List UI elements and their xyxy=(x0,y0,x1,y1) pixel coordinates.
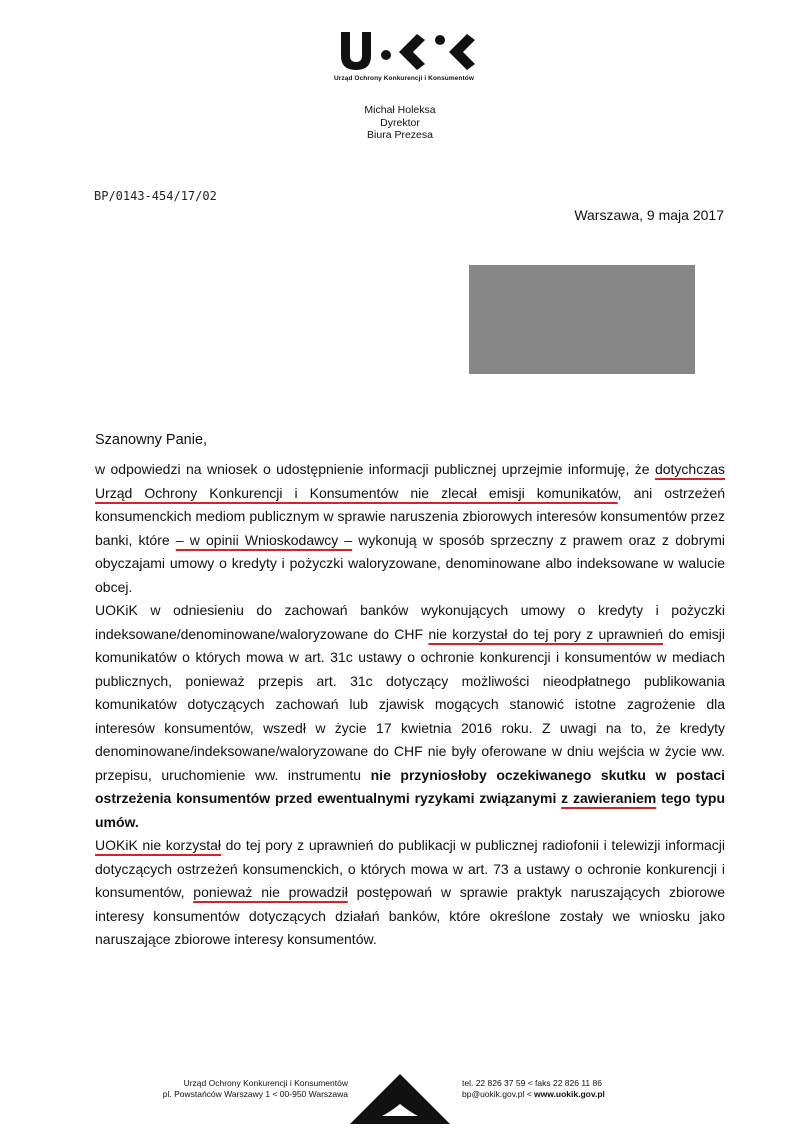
footer-website[interactable]: www.uokik.gov.pl xyxy=(534,1088,605,1099)
uokik-logo-mark xyxy=(329,26,479,74)
text-span: , ani ostrzeżeń konsumenckich mediom publicznym w sprawie naruszenia zbiorowych interesów konsumentów przez banki, które xyxy=(95,484,725,548)
reference-number: BP/0143-454/17/02 xyxy=(94,189,217,203)
bold-text: nie przyniosłoby oczekiwanego skutku w postaci ostrzeżenia konsumentów przed ewentualnymi ryzykami związanymi xyxy=(95,766,725,806)
underlined-bold-text: z zawieraniem xyxy=(561,790,657,806)
signatory-name: Michał Holeksa xyxy=(364,104,436,116)
underlined-text: nie korzystał do tej pory z uprawnień xyxy=(428,625,664,642)
letter-date: Warszawa, 9 maja 2017 xyxy=(574,207,724,223)
bold-text: tego typu umów. xyxy=(95,790,726,830)
footer-address xyxy=(150,1078,348,1099)
signatory-title: Dyrektor xyxy=(380,116,420,129)
footer-org-name: Urząd Ochrony Konkurencji i Konsumentów xyxy=(183,1078,348,1088)
uokik-logo xyxy=(324,26,484,96)
signatory-unit: Biura Prezesa xyxy=(367,129,433,141)
underlined-text: UOKiK nie korzystał xyxy=(95,837,221,853)
redacted-address-block xyxy=(469,265,695,374)
paragraph-1 xyxy=(95,458,725,599)
footer-phone: tel. 22 826 37 59 < faks 22 826 11 86 xyxy=(462,1078,602,1088)
text-span: wykonują w sposób sprzeczny z prawem oraz z dobrymi obyczajami umowy o kredyty i pożyczki waloryzowane, denominowane albo indeksowane w walucie obcej. xyxy=(95,531,726,595)
underlined-text: dotychczas Urząd Ochrony Konkurencji i Konsumentów nie zlecał emisji komunikatów xyxy=(95,461,725,501)
greeting: Szanowny Panie, xyxy=(95,432,208,448)
footer-email-web xyxy=(462,1089,662,1100)
logo-subtitle: Urząd Ochrony Konkurencji i Konsumentów xyxy=(333,75,475,82)
footer-street: pl. Powstańców Warszawy 1 < 00-950 Warszawa xyxy=(162,1088,348,1099)
underlined-text: – w opinii Wnioskodawcy – xyxy=(175,531,353,548)
text-span: UOKiK w odniesieniu do zachowań banków wykonujących umowy o kredyty i pożyczki indeksowane/denominowane/waloryzowane do CHF xyxy=(95,602,725,642)
text-span: do tej pory z uprawnień do publikacji w publicznej radiofonii i telewizji informacji dotyczących ostrzeżeń konsumenckich, o których mowa w art. 73 a ustawy o ochronie konkurencji i konsumentów, xyxy=(95,837,725,900)
text-span: postępowań w sprawie praktyk naruszających zbiorowe interesy konsumentów dotyczących działań banków, które określone zostały we wniosku jako naruszające zbiorowe interesy konsumentów. xyxy=(95,884,725,947)
underlined-text: ponieważ nie prowadził xyxy=(193,884,348,900)
footer-contact xyxy=(462,1078,662,1099)
footer-triangle-logo xyxy=(348,1072,452,1137)
footer-email[interactable]: bp@uokik.gov.pl < xyxy=(462,1088,535,1099)
text-span: w odpowiedzi na wniosek o udostępnienie informacji publicznej uprzejmie informuję, że xyxy=(95,461,655,477)
paragraph-2 xyxy=(95,599,725,834)
text-span: do emisji komunikatów o których mowa w art. 31c ustawy o ochronie konkurencji i konsumentów w mediach publicznych, ponieważ przepis art. 31c dotyczący możliwości nieodpłatnego publikowania komunikatów dotyczących zachowań lub zjawisk mogących stanowić istotne zagrożenie dla interesów konsumentów, wszedł w życie 17 kwietnia 2016 roku. Z uwagi na to, że kredyty denominowane/indeksowane/waloryzowane do CHF nie były oferowane w dniu wejścia w życie ww. przepisu, uruchomienie ww. instrumentu xyxy=(95,625,725,783)
triangle-logo-icon xyxy=(348,1072,452,1132)
paragraph-3 xyxy=(95,834,725,952)
signatory-block xyxy=(300,104,500,142)
letter-body xyxy=(95,458,725,952)
